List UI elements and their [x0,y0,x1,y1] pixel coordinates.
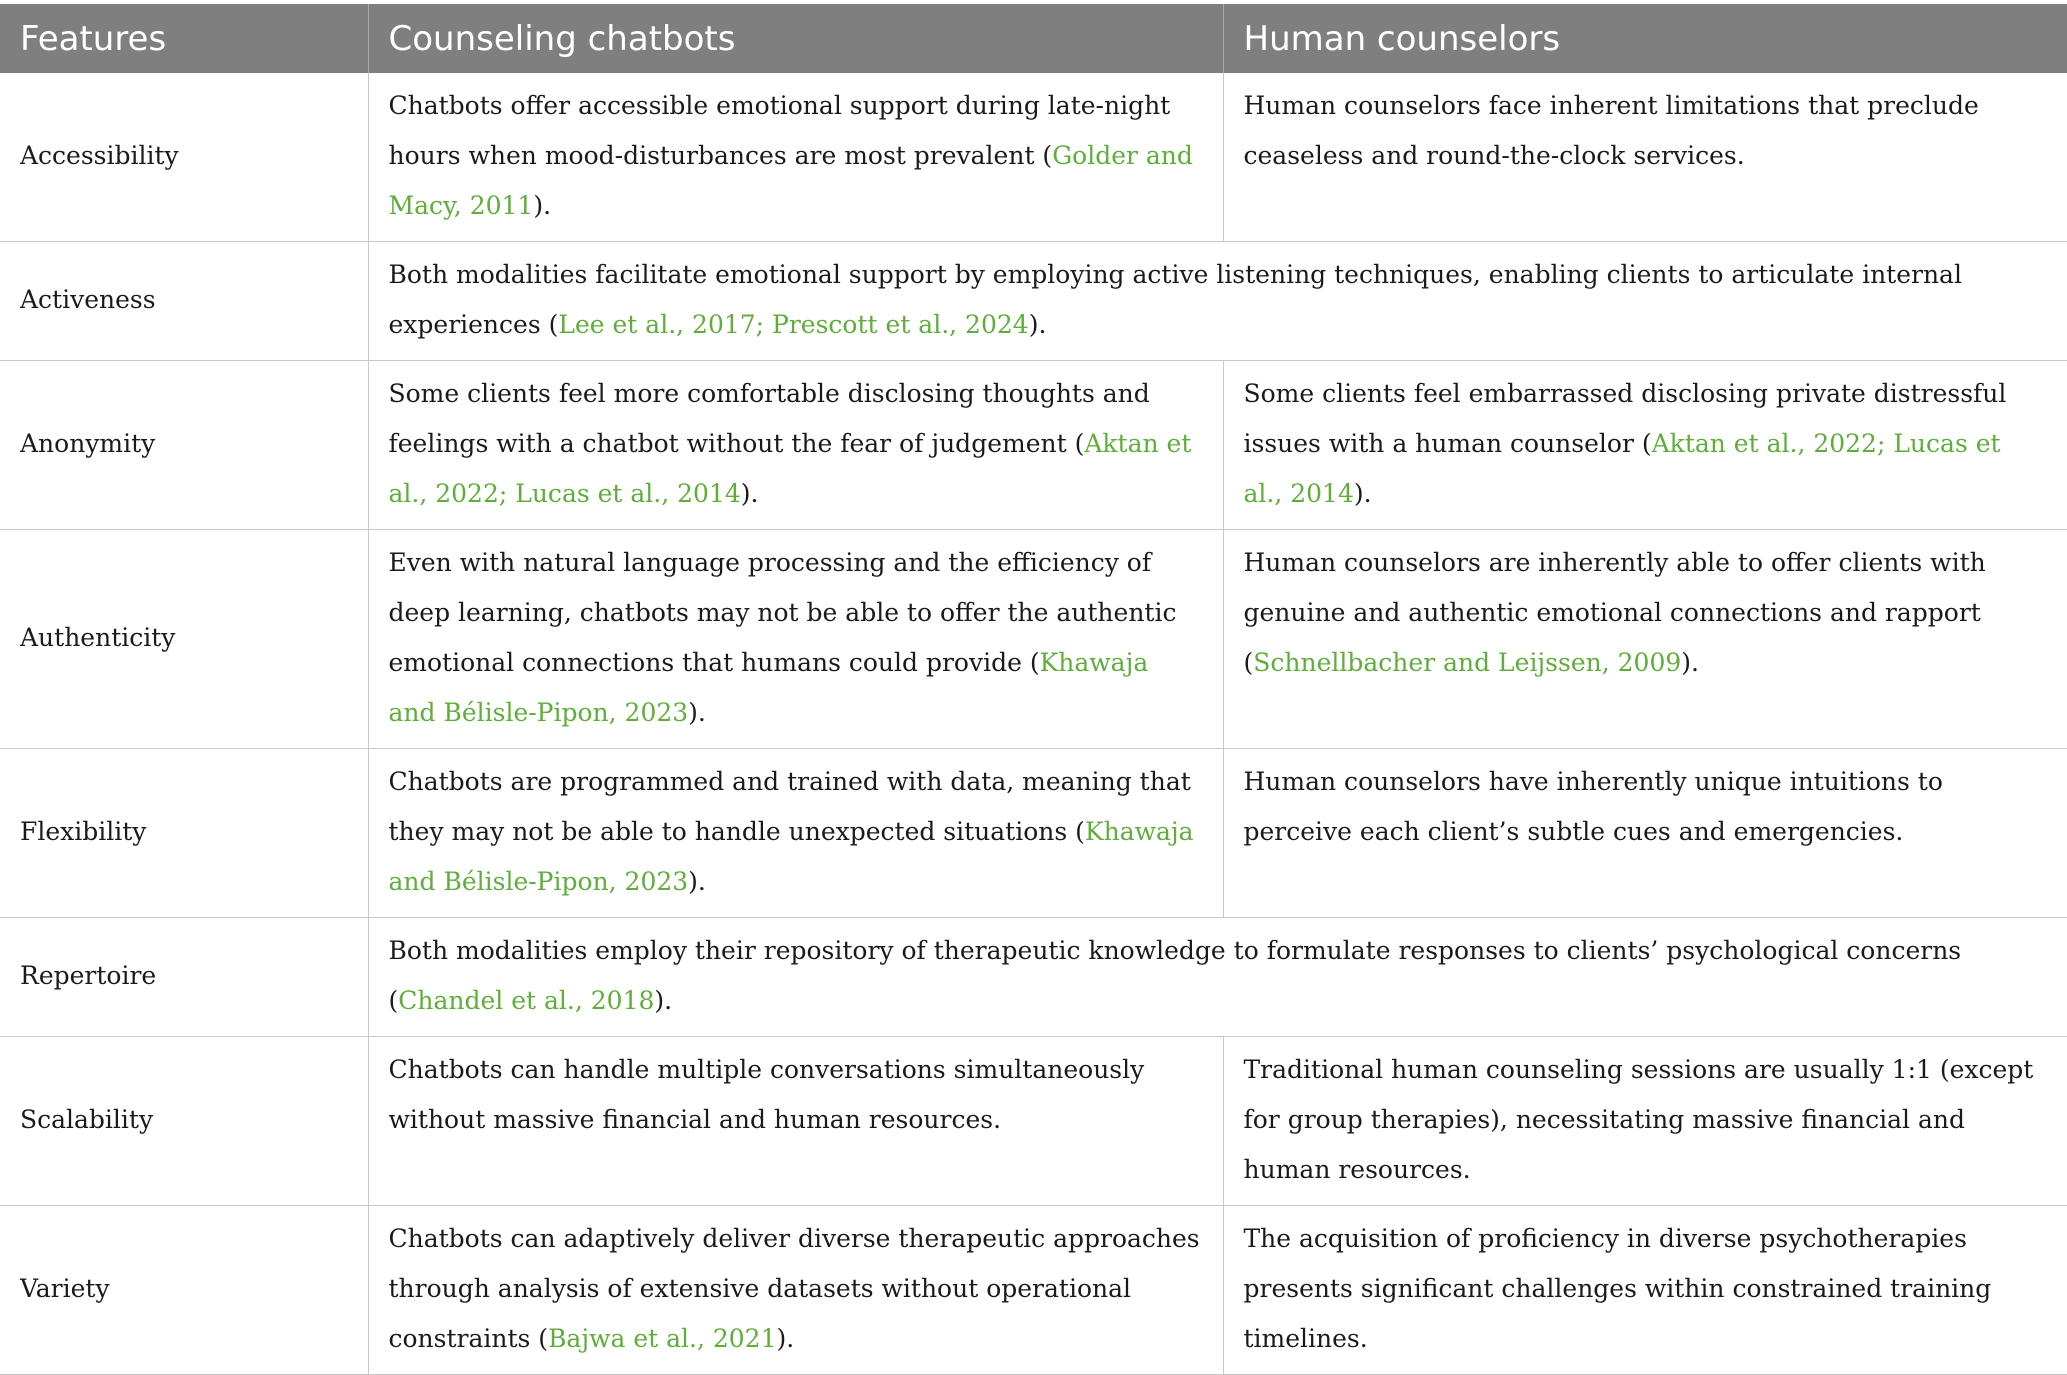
citation-link[interactable]: Golder and Macy, 2011 [388,141,1193,220]
header-counseling-chatbots: Counseling chatbots [368,4,1223,73]
table-row-repertoire [0,918,2067,1037]
both-modalities-cell [368,918,2067,1037]
table-row-anonymity [0,361,2067,530]
cell-text-tail: ). [688,867,706,896]
feature-cell: Variety [0,1206,368,1375]
table-row-accessibility [0,73,2067,242]
comparison-table-container [0,4,2067,1375]
human-cell [1223,749,2067,918]
table-body [0,73,2067,1375]
cell-text-tail: ). [740,479,759,508]
citation-link[interactable]: Khawaja and Bélisle-Pipon, 2023 [388,648,1149,727]
cell-text: Human counselors face inherent limitations that preclude ceaseless and round-the-clock services. [1243,91,1979,170]
chatbot-cell [368,749,1223,918]
feature-cell: Accessibility [0,73,368,242]
table-row-scalability [0,1037,2067,1206]
cell-text: Traditional human counseling sessions are usually 1:1 (except for group therapies), necessitating massive financial and human resources. [1243,1055,2034,1184]
citation-link[interactable]: Bajwa et al., 2021 [548,1324,777,1353]
feature-cell: Scalability [0,1037,368,1206]
cell-text: Both modalities facilitate emotional support by employing active listening techniques, enabling clients to articulate internal experiences ( [388,260,1962,339]
citation-link[interactable]: Aktan et al., 2022; Lucas et al., 2014 [1243,429,2001,508]
cell-text-tail: ). [1028,310,1047,339]
cell-text-tail: ). [688,698,706,727]
human-cell [1223,73,2067,242]
cell-text-tail: ). [776,1324,795,1353]
header-features: Features [0,4,368,73]
comparison-table [0,4,2067,1375]
cell-text-tail: ). [533,191,552,220]
cell-text: Chatbots are programmed and trained with data, meaning that they may not be able to handle unexpected situations ( [388,767,1191,846]
cell-text: The acquisition of proficiency in diverse psychotherapies presents significant challenges within constrained training timelines. [1243,1224,1992,1353]
cell-text: Some clients feel embarrassed disclosing private distressful issues with a human counselor ( [1243,379,2007,458]
cell-text: Chatbots offer accessible emotional support during late-night hours when mood-disturbances are most prevalent ( [388,91,1171,170]
table-row-activeness [0,242,2067,361]
header-row [0,4,2067,73]
cell-text-tail: ). [1353,479,1372,508]
citation-link[interactable]: Aktan et al., 2022; Lucas et al., 2014 [388,429,1192,508]
feature-cell: Activeness [0,242,368,361]
table-row-variety [0,1206,2067,1375]
feature-cell: Flexibility [0,749,368,918]
feature-cell: Anonymity [0,361,368,530]
cell-text: Some clients feel more comfortable disclosing thoughts and feelings with a chatbot without the fear of judgement ( [388,379,1150,458]
chatbot-cell [368,1037,1223,1206]
citation-link[interactable]: Chandel et al., 2018 [398,986,655,1015]
citation-link[interactable]: Lee et al., 2017; Prescott et al., 2024 [558,310,1029,339]
table-row-authenticity [0,530,2067,749]
chatbot-cell [368,530,1223,749]
cell-text: Chatbots can adaptively deliver diverse therapeutic approaches through analysis of extensive datasets without operational constraints ( [388,1224,1200,1353]
cell-text: Human counselors have inherently unique intuitions to perceive each client’s subtle cues and emergencies. [1243,767,1943,846]
feature-cell: Authenticity [0,530,368,749]
chatbot-cell [368,1206,1223,1375]
feature-cell: Repertoire [0,918,368,1037]
human-cell [1223,1206,2067,1375]
cell-text-tail: ). [654,986,673,1015]
cell-text: Even with natural language processing and the efficiency of deep learning, chatbots may not be able to offer the authentic emotional connections that humans could provide ( [388,548,1177,677]
chatbot-cell [368,73,1223,242]
cell-text: Human counselors are inherently able to offer clients with genuine and authentic emotional connections and rapport ( [1243,548,1986,677]
human-cell [1223,1037,2067,1206]
table-row-flexibility [0,749,2067,918]
human-cell [1223,361,2067,530]
cell-text-tail: ). [1681,648,1699,677]
citation-link[interactable]: Khawaja and Bélisle-Pipon, 2023 [388,817,1194,896]
citation-link[interactable]: Schnellbacher and Leijssen, 2009 [1253,648,1682,677]
cell-text: Chatbots can handle multiple conversations simultaneously without massive financial and human resources. [388,1055,1145,1134]
table-header [0,4,2067,73]
chatbot-cell [368,361,1223,530]
cell-text: Both modalities employ their repository of therapeutic knowledge to formulate responses to clients’ psychological concerns ( [388,936,1962,1015]
human-cell [1223,530,2067,749]
both-modalities-cell [368,242,2067,361]
header-human-counselors: Human counselors [1223,4,2067,73]
